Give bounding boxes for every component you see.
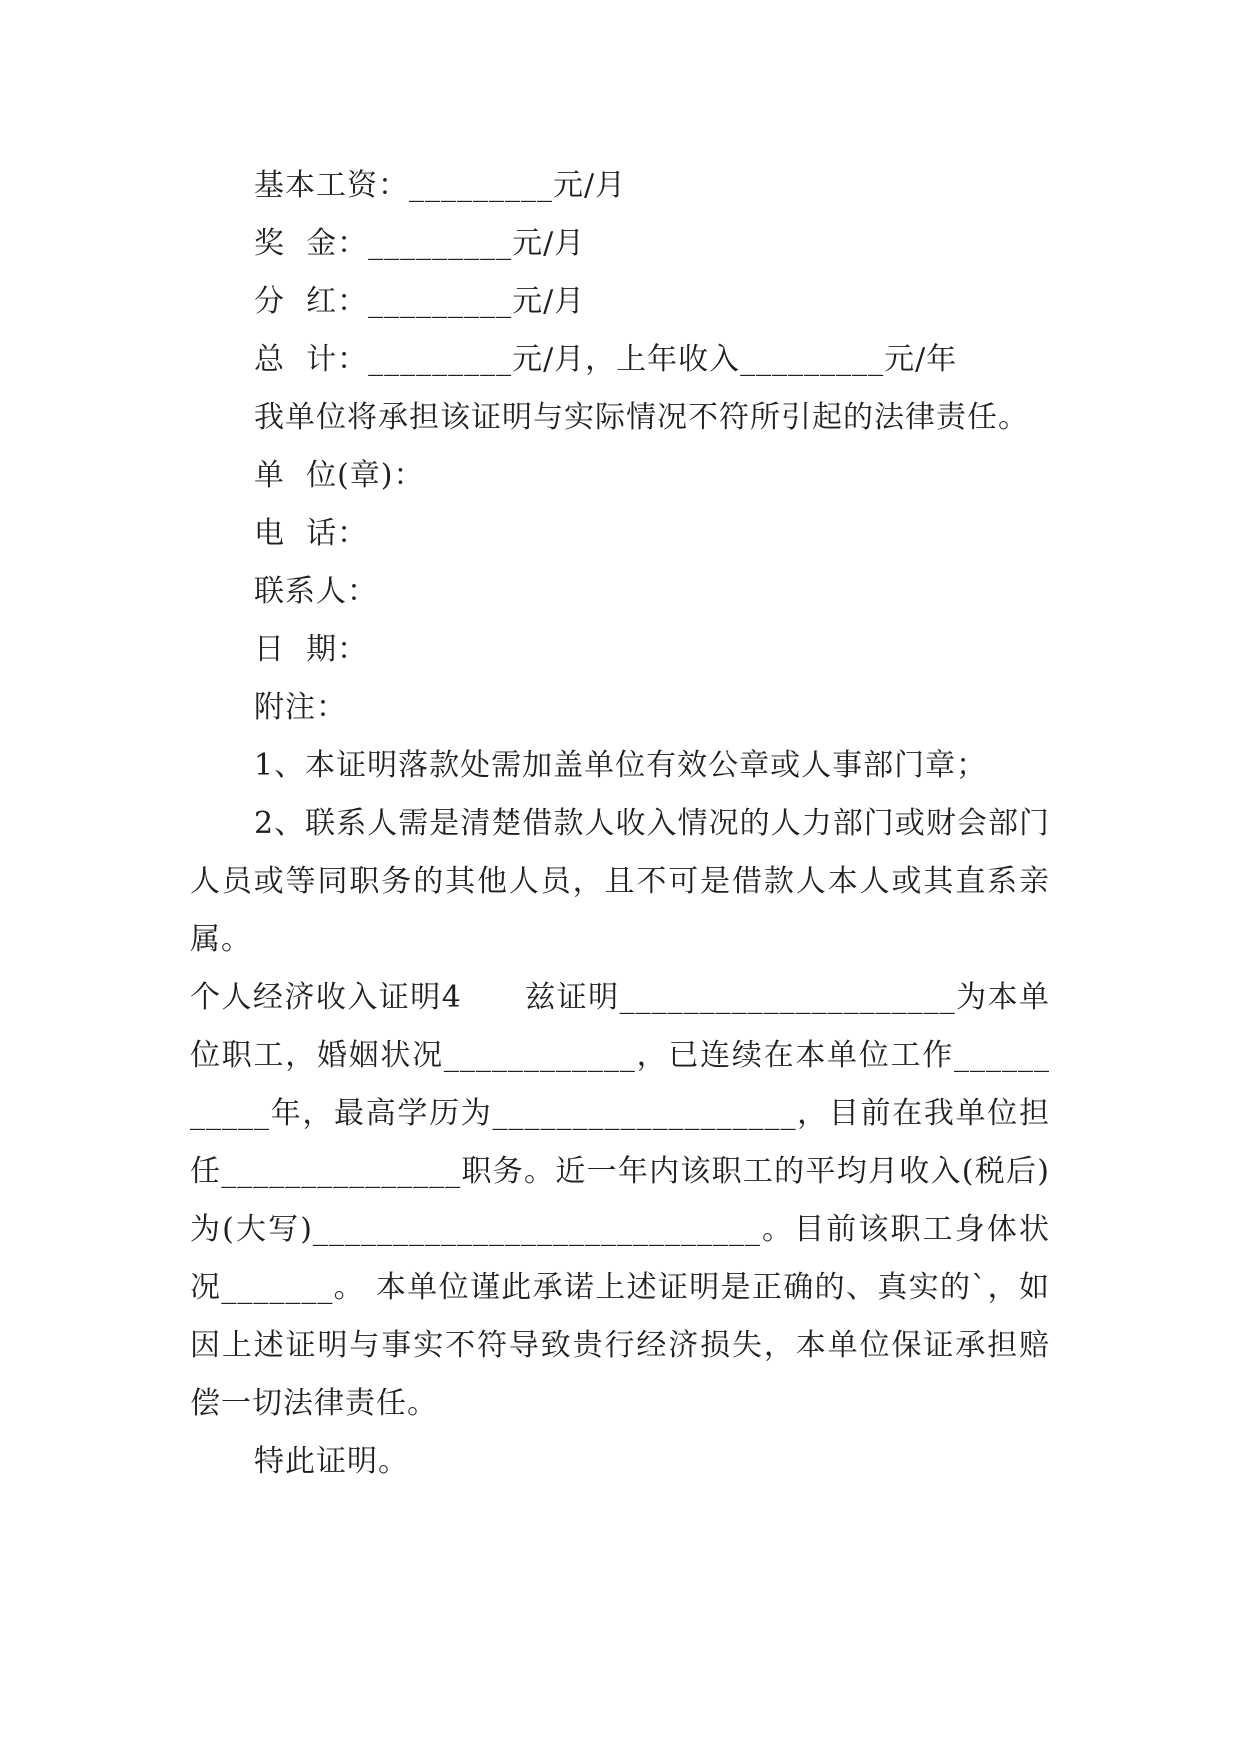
certificate-4-paragraph: 个人经济收入证明4 兹证明_____________________为本单位职工，婚姻状况____________，已连续在本单位工作___________年，最高学历为___________________，目前在我单位担任_______________职务。近一年内该职工的平均月收入(税后)为(大写)____________________________。目前该职工身体状况_______。 本单位谨此承诺上述证明是正确的、真实的`，如因上述证明与事实不符导致贵行经济损失，本单位保证承担赔偿一切法律责任。 — [190, 980, 1050, 1421]
note-item-2: 2、联系人需是清楚借款人收入情况的人力部门或财会部门人员或等同职务的其他人员，且不可是借款人本人或其直系亲属。 — [190, 806, 1050, 957]
phone-line: 电 话： — [254, 516, 369, 551]
date-line: 日 期： — [254, 632, 369, 667]
dividend-line: 分 红：_________元/月 — [254, 284, 586, 319]
document-body — [190, 157, 1050, 1491]
note-item-1: 1、本证明落款处需加盖单位有效公章或人事部门章； — [254, 748, 988, 783]
total-line: 总 计：_________元/月，上年收入_________元/年 — [254, 342, 958, 377]
closing-line: 特此证明。 — [254, 1444, 409, 1479]
note-title: 附注： — [254, 690, 347, 725]
basic-salary-line: 基本工资：_________元/月 — [254, 168, 627, 203]
contact-line: 联系人： — [254, 574, 378, 609]
liability-paragraph: 我单位将承担该证明与实际情况不符所引起的法律责任。 — [254, 400, 1029, 435]
bonus-line: 奖 金：_________元/月 — [254, 226, 586, 261]
unit-seal-line: 单 位(章)： — [254, 458, 425, 493]
